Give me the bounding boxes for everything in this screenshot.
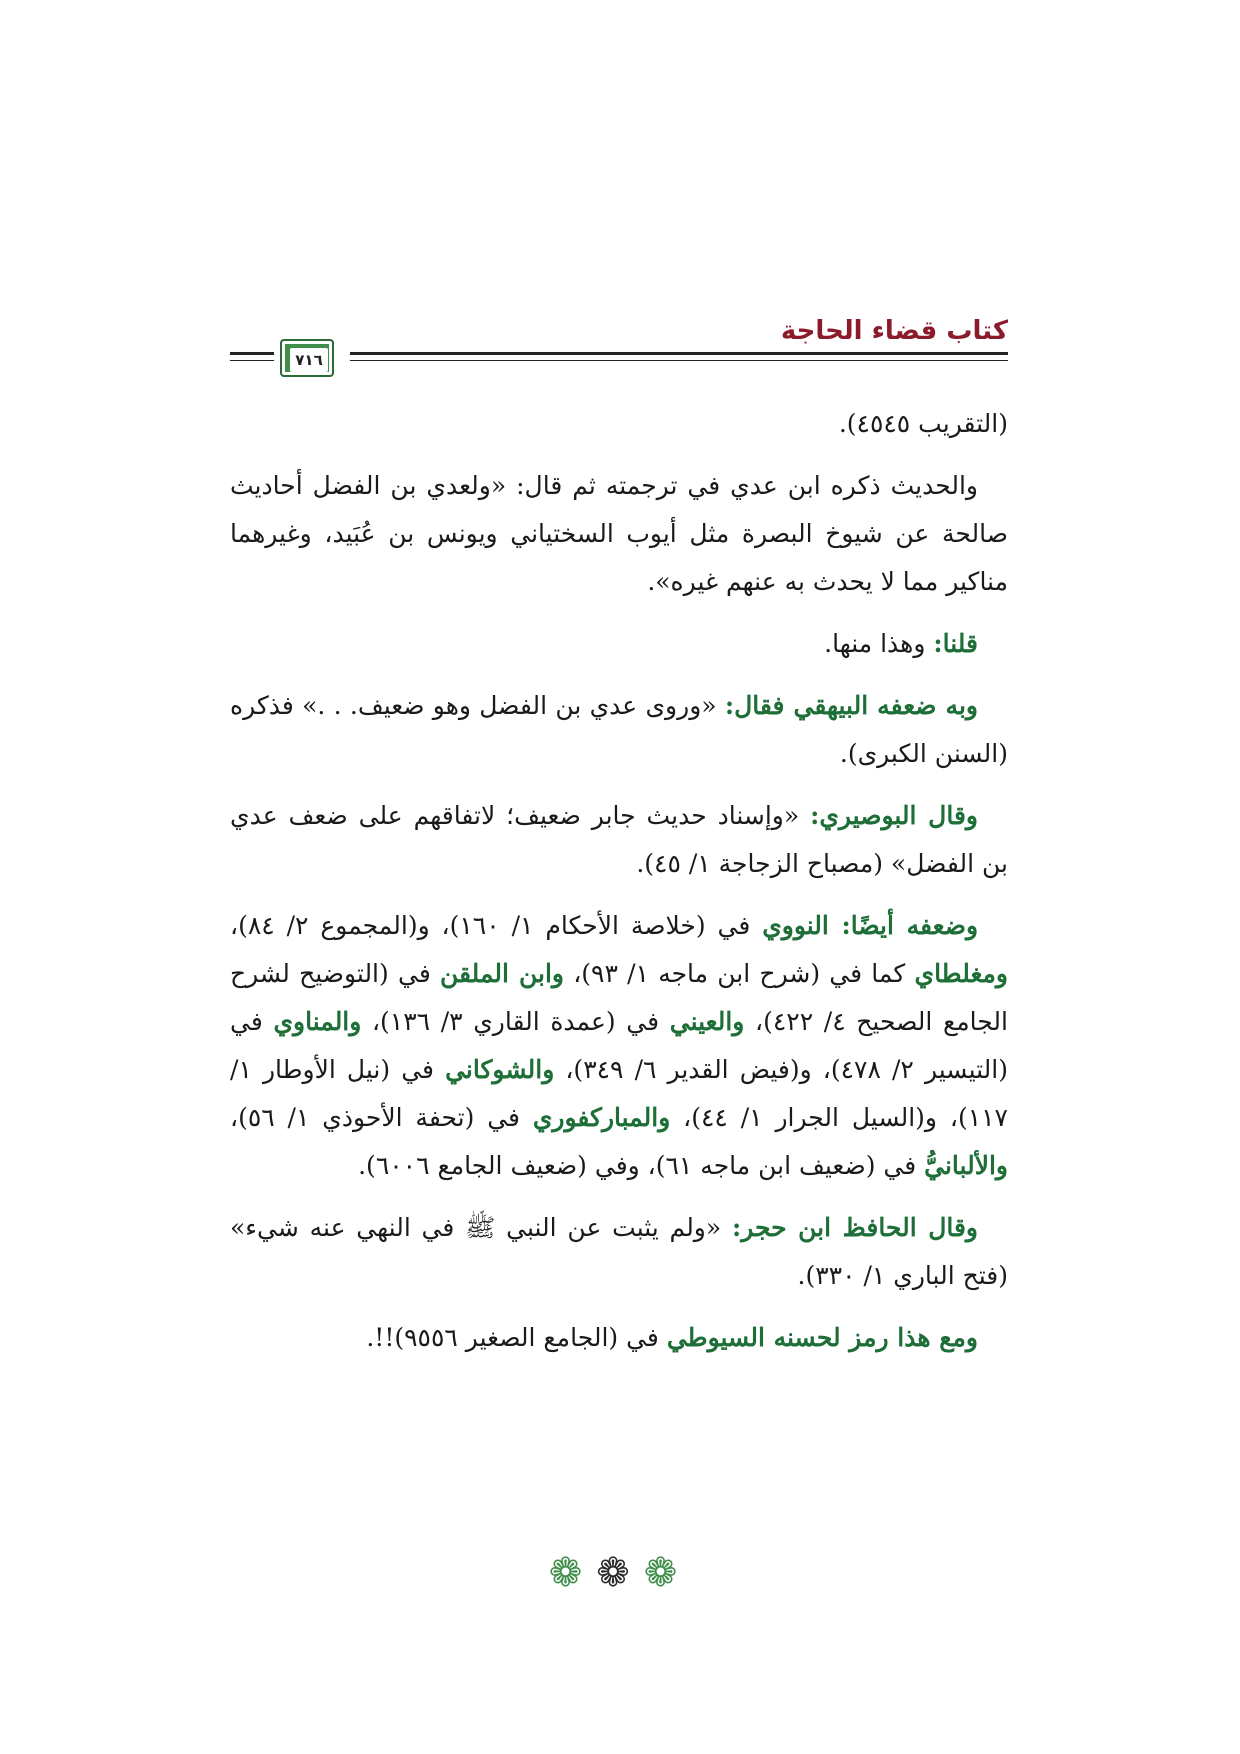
paragraph-text: في (عمدة القاري ٣/ ١٣٦)، (361, 1007, 670, 1036)
flower-ornament-icon: ❁ (596, 1550, 644, 1596)
paragraph-text: في (نيل الأوطار ١/ ١١٧)، و(السيل الجرار ١/ ٤٤)، (230, 1055, 1008, 1132)
page-body (230, 400, 1008, 1376)
scholar-name: والمباركفوري (532, 1103, 671, 1132)
page-header (230, 316, 1008, 386)
paragraph-text: وهذا منها. (824, 629, 934, 658)
lead-phrase: وبه ضعفه البيهقي فقال: (724, 691, 978, 720)
paragraph-text: «ولم يثبت عن النبي ﷺ في النهي عنه شيء» (فتح الباري ١/ ٣٣٠). (230, 1213, 1008, 1290)
flower-ornament-icon: ❁ (643, 1550, 692, 1596)
book-title: كتاب قضاء الحاجة (780, 316, 1008, 346)
paragraph-taqrib: (التقريب ٤٥٤٥). (838, 409, 1008, 438)
paragraph-text: في (التوضيح لشرح الجامع الصحيح ٤/ ٤٢٢)، (230, 959, 1008, 1036)
lead-phrase: وقال البوصيري: (810, 801, 978, 830)
lead-phrase: وضعفه أيضًا: النووي (762, 911, 979, 940)
flower-ornament-icon: ❁ (548, 1550, 597, 1596)
paragraph-text: في (خلاصة الأحكام ١/ ١٦٠)، و(المجموع ٢/ ٨٤)، (230, 911, 763, 940)
paragraph-bayhaqi (230, 682, 1008, 778)
paragraph-text: في (الجامع الصغير ٩٥٥٦)!!. (366, 1323, 667, 1352)
scholar-name: ومغلطاي (914, 959, 1008, 988)
header-rule-left-top (230, 352, 274, 355)
scholar-name: والعيني (669, 1007, 745, 1036)
header-rule-top (350, 352, 1008, 355)
paragraph-text: في (التيسير ٢/ ٤٧٨)، و(فيض القدير ٦/ ٣٤٩)، (230, 1007, 1008, 1084)
paragraph-suyuti (230, 1314, 1008, 1362)
paragraph-busiri (230, 792, 1008, 888)
paragraph-qulna (230, 620, 1008, 668)
paragraph-ibn-hajar (230, 1204, 1008, 1300)
paragraph-text: كما في (شرح ابن ماجه ١/ ٩٣)، (563, 959, 915, 988)
scholar-name: والألبانيُّ (924, 1151, 1008, 1180)
paragraph-text: «وإسناد حديث جابر ضعيف؛ لاتفاقهم على ضعف عدي بن الفضل» (مصباح الزجاجة ١/ ٤٥). (230, 801, 1008, 878)
scholar-name: والمناوي (273, 1007, 362, 1036)
scholar-name: والشوكاني (445, 1055, 555, 1084)
section-end-ornaments (0, 1550, 1240, 1596)
header-rule-bottom (350, 360, 1008, 361)
header-rule-left-bottom (230, 360, 274, 361)
lead-phrase: وقال الحافظ ابن حجر: (731, 1213, 978, 1242)
page-number-badge (280, 339, 334, 377)
paragraph-ibn-adi: والحديث ذكره ابن عدي في ترجمته ثم قال: «ولعدي بن الفضل أحاديث صالحة عن شيوخ البصرة مثل أيوب السختياني ويونس بن عُبَيد، وغيرهما مناكير مما لا يحدث به عنهم غيره». (230, 471, 1008, 596)
paragraph-text: في (تحفة الأحوذي ١/ ٥٦)، (230, 1103, 533, 1132)
paragraph-text: في (ضعيف ابن ماجه ٦١)، وفي (ضعيف الجامع ٦٠٠٦). (358, 1151, 925, 1180)
lead-phrase: قلنا: (933, 629, 978, 658)
paragraph-scholars-list (230, 902, 1008, 1190)
lead-phrase: ومع هذا رمز لحسنه السيوطي (666, 1323, 978, 1352)
paragraph-text: «وروى عدي بن الفضل وهو ضعيف. . .» فذكره (السنن الكبرى). (230, 691, 1008, 768)
scholar-name: وابن الملقن (440, 959, 564, 988)
page-number: ٧١٦ (290, 348, 328, 372)
